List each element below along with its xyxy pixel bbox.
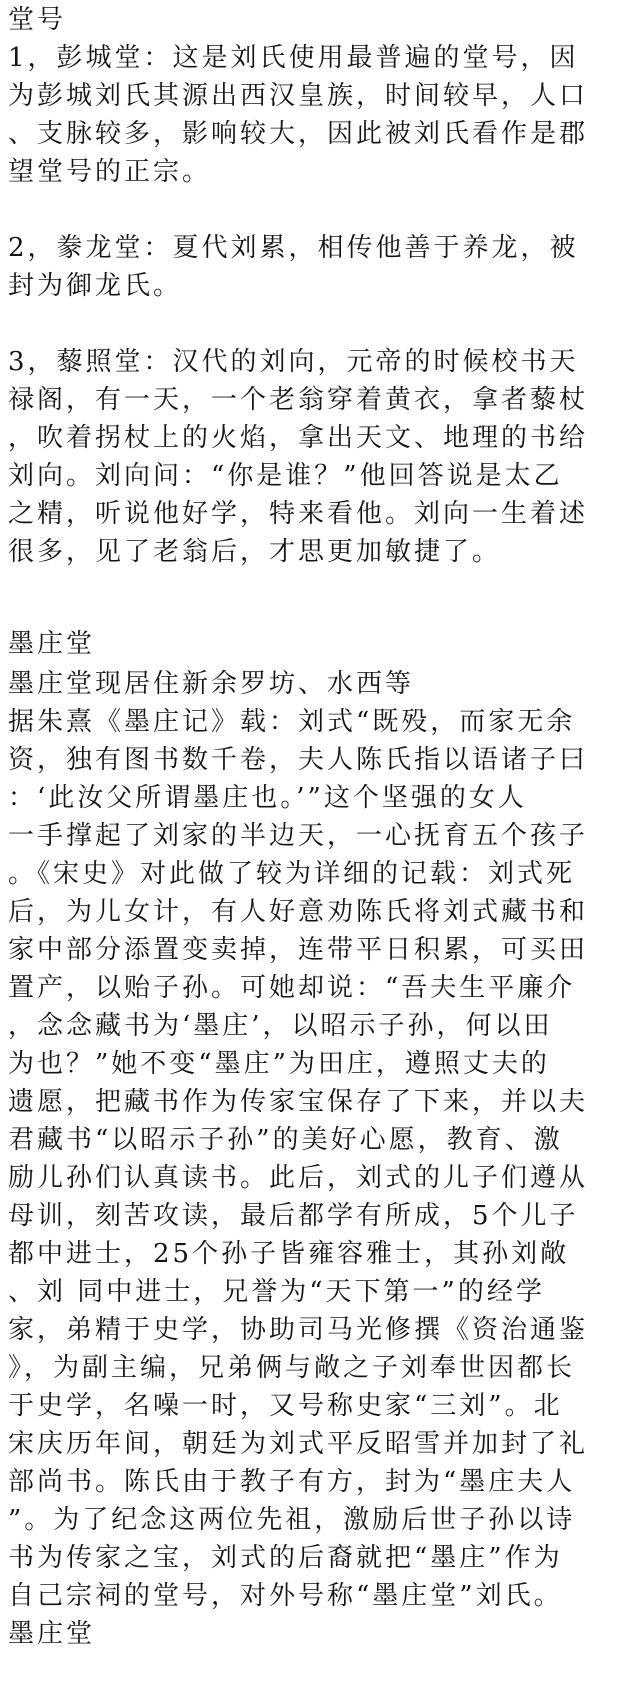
text-line: 。《宋史》对此做了较为详细的记载：刘式死 [8,859,576,889]
text-line: 望堂号的正宗。 [8,157,212,187]
text-line: 书为传家之宝，刘式的后裔就把“墨庄”作为 [8,1543,563,1573]
text-line: 一手撑起了刘家的半边天，一心抚育五个孩子 [8,821,589,851]
text-line: 家，弟精于史学，协助司马光修撰《资治通鉴 [8,1315,589,1345]
text-line: 君藏书“以昭示子孙”的美好心愿，教育、激 [8,1125,563,1155]
text-line: 刘向。刘向问：“你是谁？”他回答说是太乙 [8,461,563,491]
text-line: 》，为副主编，兄弟俩与敞之子刘奉世因都长 [8,1353,576,1383]
text-line: 置产，以贻子孙。可她却说：“吾夫生平廉介 [8,973,576,1003]
text-line: 家中部分添置变卖掉，连带平日积累，可买田 [8,935,589,965]
text-line: 据朱熹《墨庄记》载：刘式“既殁，而家无余 [8,707,576,737]
text-line: 1，彭城堂：这是刘氏使用最普遍的堂号，因 [8,43,579,73]
text-line: ：‘此汝父所谓墨庄也。’”这个坚强的女人 [8,783,527,813]
text-line: 自己宗祠的堂号，对外号称“墨庄堂”刘氏。 [8,1581,563,1611]
text-line: ”。为了纪念这两位先祖，激励后世子孙以诗 [8,1505,576,1535]
text-line: ，吹着拐杖上的火焰，拿出天文、地理的书给 [8,423,589,453]
text-line: 后，为儿女计，有人好意劝陈氏将刘式藏书和 [8,897,589,927]
text-line: 部尚书。陈氏由于教子有方，封为“墨庄夫人 [8,1467,576,1497]
text-line: 于史学，名噪一时，又号称史家“三刘”。北 [8,1391,563,1421]
text-line: 、刘 同中进士，兄誉为“天下第一”的经学 [8,1277,545,1307]
text-line: 都中进士，25个孙子皆雍容雅士，其孙刘敞 [8,1239,570,1269]
text-line: 为也？”她不变“墨庄”为田庄，遵照丈夫的 [8,1049,550,1079]
text-line: 之精，听说他好学，特来看他。刘向一生着述 [8,499,589,529]
text-line: 3，藜照堂：汉代的刘向，元帝的时候校书天 [8,347,579,377]
text-line: 很多，见了老翁后，才思更加敏捷了。 [8,537,502,567]
text-line: 励儿孙们认真读书。此后，刘式的儿子们遵从 [8,1163,589,1193]
text-line: 资，独有图书数千卷，夫人陈氏指以语诸子曰 [8,745,589,775]
text-line: 墨庄堂现居住新余罗坊、水西等 [8,669,415,699]
text-line: 封为御龙氏。 [8,271,183,301]
text-line: 禄阁，有一天，一个老翁穿着黄衣，拿者藜杖 [8,385,589,415]
text-line: ，念念藏书为‘墨庄’，以昭示子孙，何以田 [8,1011,553,1041]
heading-tanghao: 堂号 [8,5,67,35]
text-line: 母训，刻苦攻读，最后都学有所成，5个儿子 [8,1201,579,1231]
text-line: 、支脉较多，影响较大，因此被刘氏看作是郡 [8,119,589,149]
text-line: 为彭城刘氏其源出西汉皇族，时间较早，人口 [8,81,589,111]
text-line: 遗愿，把藏书作为传家宝保存了下来，并以夫 [8,1087,589,1117]
text-line: 宋庆历年间，朝廷为刘式平反昭雪并加封了礼 [8,1429,589,1459]
footer-heading-mozhuangtang: 墨庄堂 [8,1619,96,1649]
text-line: 2，豢龙堂：夏代刘累，相传他善于养龙，被 [8,233,579,263]
heading-mozhuangtang: 墨庄堂 [8,629,96,659]
